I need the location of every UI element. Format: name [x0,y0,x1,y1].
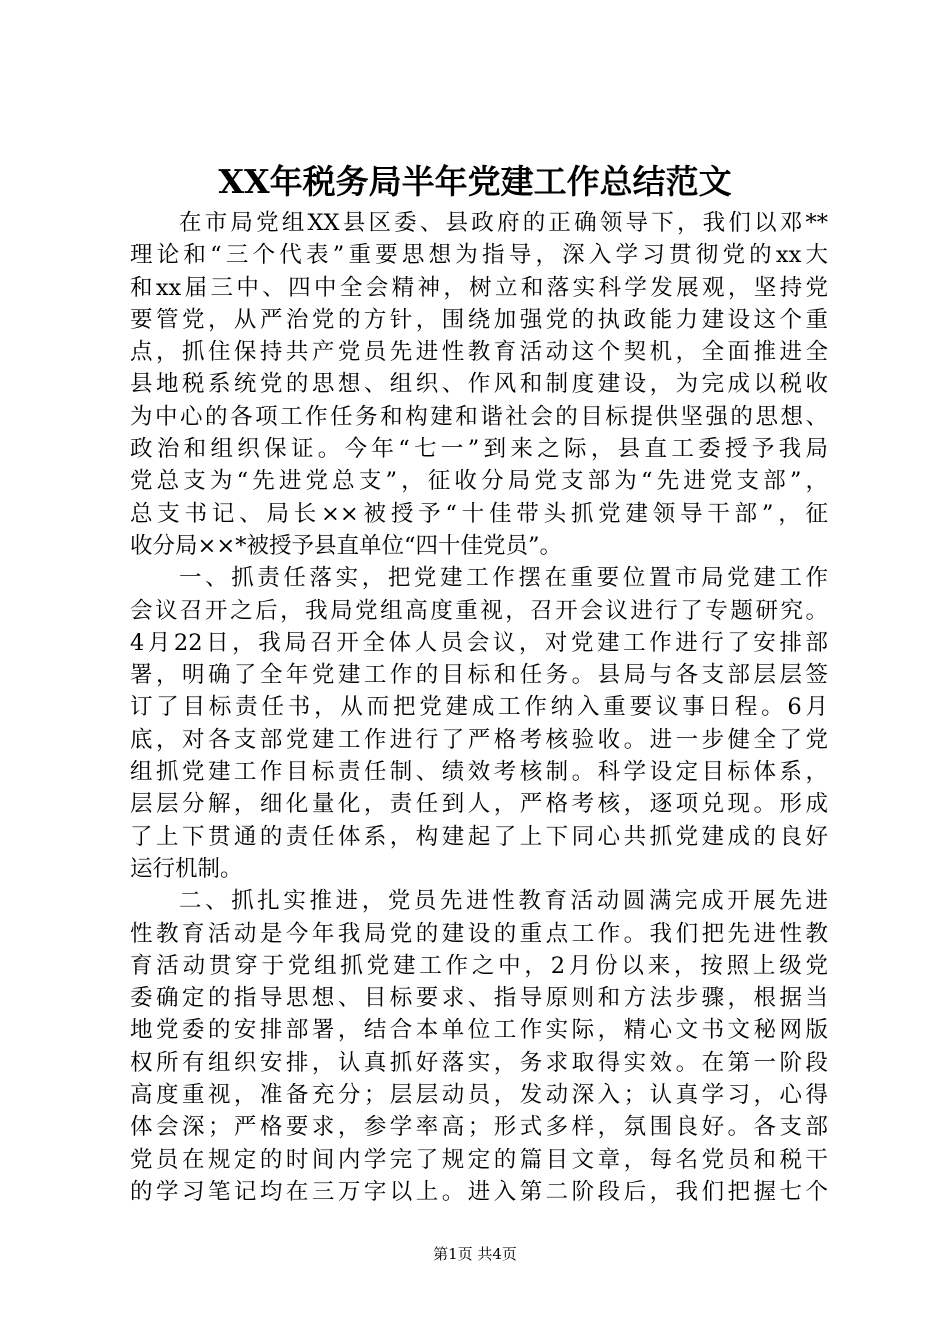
paragraph-line: 党员在规定的时间内学完了规定的篇目文章，每名党员和税干 [130,1146,828,1173]
paragraph-line: 地党委的安排部署，结合本单位工作实际，精心文书文秘网版 [130,1017,828,1044]
paragraph-line: 收分局××*被授予县直单位“四十佳党员”。 [130,532,562,559]
paragraph-line: 4月22日，我局召开全体人员会议，对党建工作进行了安排部 [130,629,828,656]
paragraph-line: 育活动贯穿于党组抓党建工作之中，2月份以来，按照上级党 [130,952,828,979]
paragraph-line: 会议召开之后，我局党组高度重视，召开会议进行了专题研究。 [130,597,828,624]
paragraph-line: 署，明确了全年党建工作的目标和任务。县局与各支部层层签 [130,662,828,689]
paragraph-line: 在市局党组XX县区委、县政府的正确领导下，我们以邓** [179,210,828,236]
page-number-footer: 第1页 共4页 [433,1245,517,1263]
paragraph-line: 底，对各支部党建工作进行了严格考核验收。进一步健全了党 [130,726,828,753]
paragraph-line: 委确定的指导思想、目标要求、指导原则和方法步骤，根据当 [130,985,828,1012]
paragraph-line: 为中心的各项工作任务和构建和谐社会的目标提供坚强的思想、 [130,403,828,430]
paragraph-line: 理论和“三个代表”重要思想为指导，深入学习贯彻党的xx大 [130,242,828,269]
paragraph-line: 政治和组织保证。今年“七一”到来之际，县直工委授予我局 [130,436,828,463]
paragraph-line: 性教育活动是今年我局党的建设的重点工作。我们把先进性教 [130,920,828,947]
paragraph-line: 的学习笔记均在三万字以上。进入第二阶段后，我们把握七个 [130,1178,828,1205]
paragraph-line: 县地税系统党的思想、组织、作风和制度建设，为完成以税收 [130,371,828,398]
paragraph-line: 一、抓责任落实，把党建工作摆在重要位置市局党建工作 [179,565,828,592]
paragraph-line: 订了目标责任书，从而把党建成工作纳入重要议事日程。6月 [130,694,828,721]
paragraph-line: 组抓党建工作目标责任制、绩效考核制。科学设定目标体系， [130,759,828,786]
paragraph-line: 运行机制。 [130,855,243,882]
paragraph-line: 高度重视，准备充分；层层动员，发动深入；认真学习，心得 [130,1082,828,1109]
document-title: XX年税务局半年党建工作总结范文 [218,162,732,201]
paragraph-line: 党总支为“先进党总支”，征收分局党支部为“先进党支部”， [130,468,828,495]
paragraph-line: 总支书记、局长××被授予“十佳带头抓党建领导干部”，征 [130,500,828,527]
paragraph-line: 要管党，从严治党的方针，围绕加强党的执政能力建设这个重 [130,306,828,333]
paragraph-line: 点，抓住保持共产党员先进性教育活动这个契机，全面推进全 [130,339,828,366]
paragraph-line: 体会深；严格要求，参学率高；形式多样，氛围良好。各支部 [130,1114,828,1141]
paragraph-line: 权所有组织安排，认真抓好落实，务求取得实效。在第一阶段 [130,1049,828,1076]
paragraph-line: 二、抓扎实推进，党员先进性教育活动圆满完成开展先进 [179,888,828,915]
paragraph-line: 了上下贯通的责任体系，构建起了上下同心共抓党建成的良好 [130,823,828,850]
paragraph-line: 层层分解，细化量化，责任到人，严格考核，逐项兑现。形成 [130,791,828,818]
paragraph-line: 和xx届三中、四中全会精神，树立和落实科学发展观，坚持党 [130,274,828,301]
document-body [130,207,828,1208]
